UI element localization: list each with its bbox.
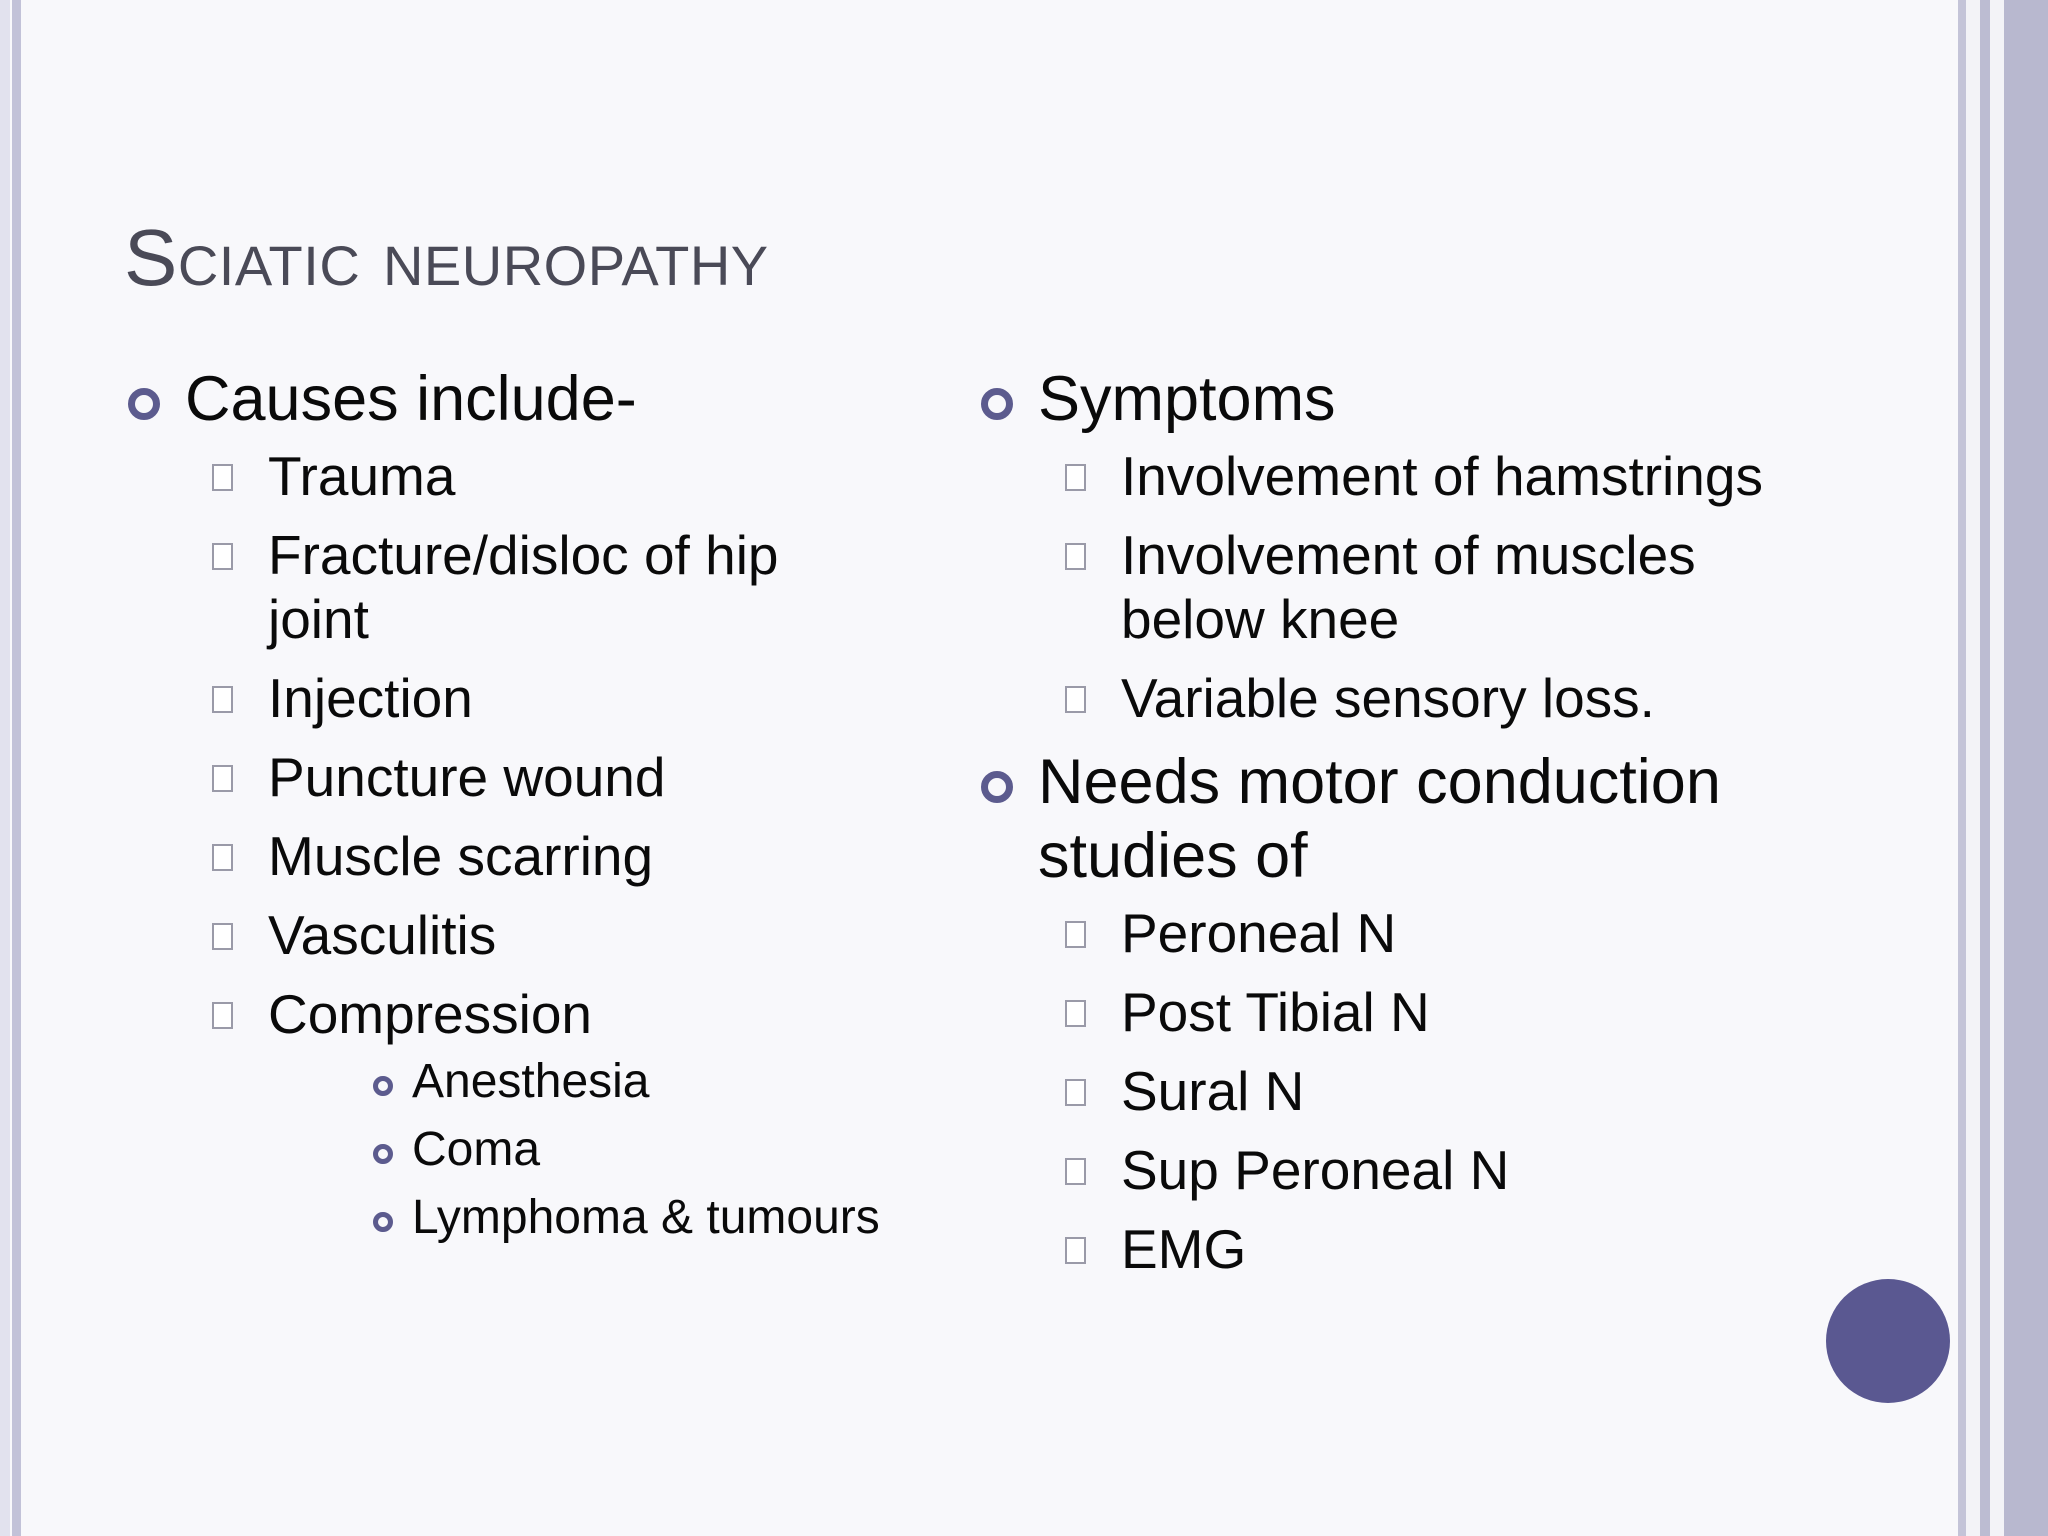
study-item — [977, 980, 1797, 1044]
box-bullet-icon — [1065, 1079, 1086, 1106]
cause-text: Compression — [268, 983, 593, 1045]
studies-heading: Needs motor conduction studies of — [1038, 747, 1721, 891]
study-item — [977, 1217, 1797, 1281]
symptom-text: Variable sensory loss. — [1121, 667, 1655, 729]
slide-title: Sciatic neuropathy — [124, 213, 769, 302]
cause-item — [124, 903, 884, 967]
right-border-stripe-2 — [1980, 0, 1990, 1536]
symptom-item — [977, 666, 1797, 730]
causes-heading-item — [124, 362, 884, 1248]
left-column — [124, 362, 884, 1263]
small-ring-bullet-icon — [373, 1076, 393, 1096]
left-border-stripe-inner — [12, 0, 21, 1536]
study-item — [977, 901, 1797, 965]
small-ring-bullet-icon — [373, 1144, 393, 1164]
box-bullet-icon — [212, 464, 233, 491]
box-bullet-icon — [1065, 921, 1086, 948]
small-ring-bullet-icon — [373, 1212, 393, 1232]
symptoms-heading-item — [977, 362, 1797, 730]
causes-heading: Causes include- — [185, 364, 637, 434]
cause-text: Muscle scarring — [268, 825, 654, 887]
symptom-text: Involvement of muscles below knee — [1121, 524, 1696, 650]
right-border-band — [2004, 0, 2048, 1536]
ring-bullet-icon — [981, 771, 1013, 803]
study-text: Sural N — [1121, 1060, 1305, 1122]
studies-heading-item — [977, 745, 1797, 1281]
box-bullet-icon — [212, 923, 233, 950]
study-text: Peroneal N — [1121, 902, 1397, 964]
compression-sublist — [268, 1052, 884, 1248]
symptom-item — [977, 523, 1797, 651]
cause-text: Injection — [268, 667, 473, 729]
box-bullet-icon — [1065, 1158, 1086, 1185]
symptoms-heading: Symptoms — [1038, 364, 1336, 434]
box-bullet-icon — [212, 1002, 233, 1029]
box-bullet-icon — [212, 543, 233, 570]
compression-subitem — [207, 1120, 884, 1180]
right-column — [977, 362, 1797, 1296]
compression-subitem — [207, 1188, 884, 1248]
left-border-stripe — [0, 0, 10, 1536]
cause-item — [124, 666, 884, 730]
studies-list — [1038, 901, 1797, 1281]
box-bullet-icon — [1065, 1000, 1086, 1027]
symptom-item — [977, 444, 1797, 508]
cause-text: Vasculitis — [268, 904, 497, 966]
cause-item — [124, 824, 884, 888]
study-text: Sup Peroneal N — [1121, 1139, 1510, 1201]
study-item — [977, 1138, 1797, 1202]
box-bullet-icon — [212, 765, 233, 792]
subitem-text: Lymphoma & tumours — [412, 1191, 880, 1244]
study-text: EMG — [1121, 1218, 1247, 1280]
symptoms-list — [1038, 444, 1797, 730]
ring-bullet-icon — [128, 388, 160, 420]
box-bullet-icon — [1065, 543, 1086, 570]
cause-text: Puncture wound — [268, 746, 666, 808]
cause-item — [124, 444, 884, 508]
box-bullet-icon — [1065, 686, 1086, 713]
right-border-gap-1 — [1966, 0, 1980, 1536]
box-bullet-icon — [1065, 464, 1086, 491]
cause-item-compression — [124, 982, 884, 1248]
causes-list — [185, 444, 884, 1248]
box-bullet-icon — [212, 844, 233, 871]
cause-text: Fracture/disloc of hip joint — [268, 524, 779, 650]
subitem-text: Anesthesia — [412, 1055, 650, 1108]
subitem-text: Coma — [412, 1123, 541, 1176]
symptom-text: Involvement of hamstrings — [1121, 445, 1763, 507]
cause-item — [124, 523, 884, 651]
cause-text: Trauma — [268, 445, 456, 507]
compression-subitem — [207, 1052, 884, 1112]
right-border-stripe-1 — [1958, 0, 1966, 1536]
ring-bullet-icon — [981, 388, 1013, 420]
decorative-circle — [1826, 1279, 1950, 1403]
study-item — [977, 1059, 1797, 1123]
cause-item — [124, 745, 884, 809]
box-bullet-icon — [1065, 1237, 1086, 1264]
box-bullet-icon — [212, 686, 233, 713]
right-border-gap-2 — [1990, 0, 2004, 1536]
study-text: Post Tibial N — [1121, 981, 1430, 1043]
